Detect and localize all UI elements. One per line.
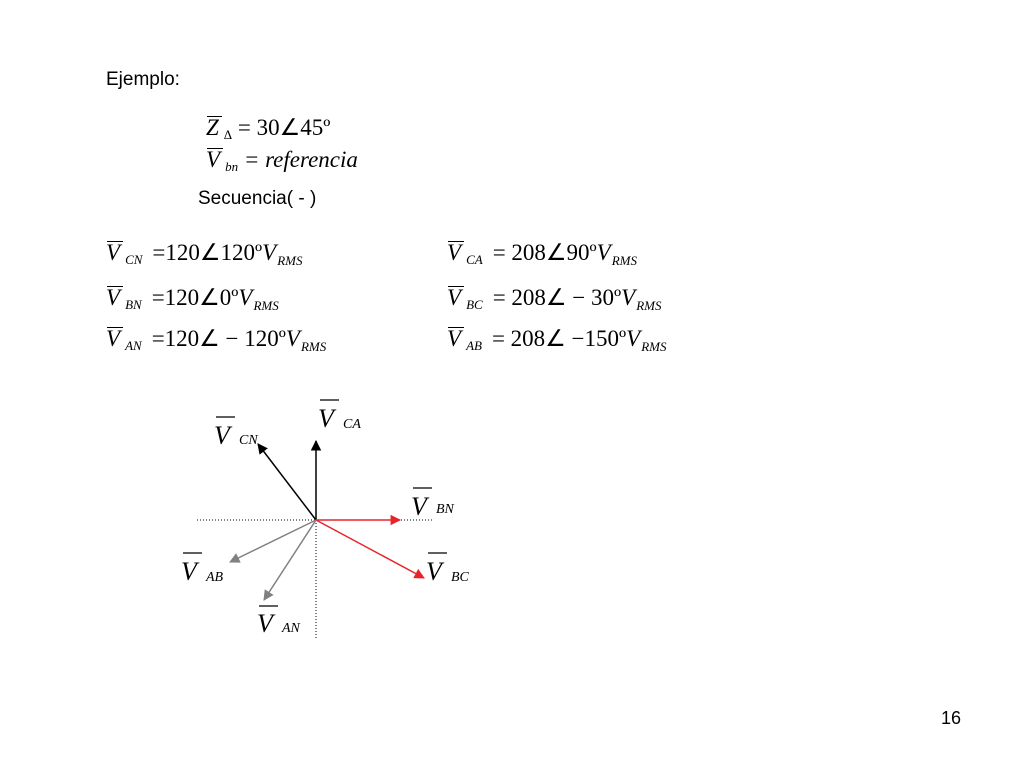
unit-subscript: RMS (253, 298, 279, 313)
line-rhs: = 208∠ −150º (491, 326, 627, 351)
phase-subscript: AN (125, 338, 142, 353)
phase-rhs: =120∠0º (151, 285, 239, 310)
unit-subscript: RMS (636, 298, 662, 313)
label-vca-symbol: V (318, 404, 334, 433)
label-vbn-subscript: BN (436, 502, 454, 517)
phasor-vcn (258, 444, 316, 520)
label-vca-subscript: CA (343, 417, 361, 432)
phase-subscript: CN (125, 252, 143, 267)
label-van-symbol: V (257, 609, 273, 638)
z-subscript: Δ (223, 127, 233, 142)
label-vcn (214, 417, 258, 450)
page-number: 16 (941, 708, 962, 728)
vbn-symbol: V (206, 145, 220, 175)
phase-symbol: V (106, 283, 120, 313)
phase-rhs: =120∠ − 120º (151, 326, 286, 351)
unit-subscript: RMS (611, 253, 638, 268)
line-symbol: V (447, 283, 461, 313)
phase-rhs: =120∠120º (152, 240, 263, 265)
unit-symbol: V (621, 285, 636, 310)
label-vbn-symbol: V (411, 492, 427, 521)
line-rhs: = 208∠90º (492, 240, 597, 265)
label-vab (181, 553, 224, 586)
label-van-subscript: AN (282, 621, 300, 636)
unit-subscript: RMS (300, 339, 327, 354)
line-subscript: CA (466, 252, 483, 267)
unit-symbol: V (285, 326, 300, 351)
phase-subscript: BN (125, 297, 142, 312)
label-vbn (411, 488, 455, 521)
label-vab-symbol: V (181, 557, 197, 586)
label-van (257, 606, 301, 638)
vbn-subscript: bn (225, 159, 239, 174)
z-symbol: Z (206, 113, 219, 143)
label-vcn-symbol: V (214, 421, 230, 450)
label-vab-subscript: AB (206, 570, 224, 585)
phase-symbol: V (106, 324, 120, 354)
example-heading: Ejemplo: (106, 69, 180, 90)
phase-symbol: V (106, 238, 120, 268)
reference-rhs: = referencia (243, 147, 358, 172)
unit-symbol: V (238, 285, 253, 310)
label-vbc (426, 553, 470, 586)
phasor-vbc (316, 520, 424, 578)
unit-symbol: V (626, 326, 641, 351)
line-rhs: = 208∠ − 30º (492, 285, 622, 310)
unit-symbol: V (262, 240, 277, 265)
line-subscript: BC (466, 297, 483, 312)
label-vbc-subscript: BC (451, 570, 469, 585)
line-symbol: V (447, 324, 461, 354)
unit-symbol: V (596, 240, 611, 265)
sequence-label: Secuencia( - ) (198, 188, 317, 209)
label-vbc-symbol: V (426, 557, 442, 586)
unit-subscript: RMS (641, 339, 667, 354)
label-vcn-subscript: CN (239, 433, 258, 448)
line-symbol: V (447, 238, 461, 268)
z-rhs: = 30∠45º (237, 115, 331, 140)
label-vca (318, 400, 361, 433)
unit-subscript: RMS (277, 253, 303, 268)
line-subscript: AB (466, 338, 482, 353)
